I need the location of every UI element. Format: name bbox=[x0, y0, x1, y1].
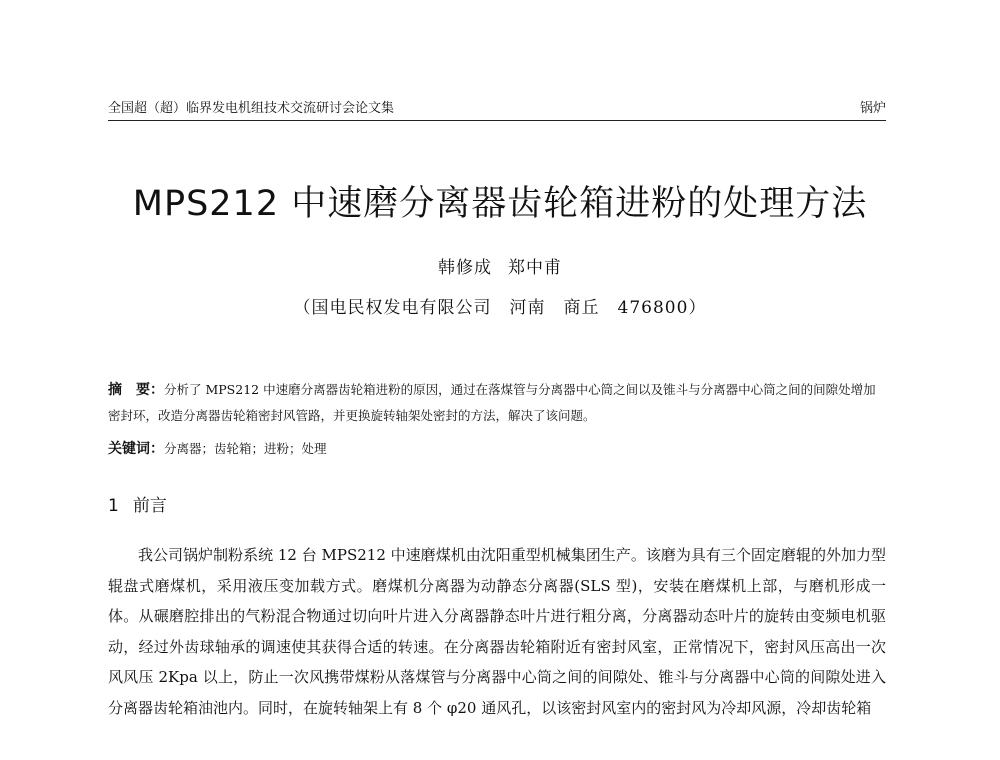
author-list bbox=[0, 256, 1000, 280]
header-section-label: 锅炉 bbox=[859, 101, 886, 116]
body-paragraph: 我公司锅炉制粉系统 12 台 MPS212 中速磨煤机由沈阳重型机械集团生产。该磨为具有三个固定磨辊的外加力型辊盘式磨煤机，采用液压变加载方式。磨煤机分离器为动静态分离器(SLS 型)，安装在磨煤机上部，与磨机形成一体。从碾磨腔排出的气粉混合物通过切向叶片进入分离器静态叶片进行粗分离，分离器动态叶片的旋转由变频电机驱动，经过外齿球轴承的调速使其获得合适的转速。在分离器齿轮箱附近有密封风室，正常情况下，密封风压高出一次风风压 2Kpa 以上，防止一次风携带煤粉从落煤管与分离器中心筒之间的间隙处、锥斗与分离器中心筒的间隙处进入分离器齿轮箱油池内。同时，在旋转轴架上有 8 个 φ20 通风孔，以该密封风室内的密封风为冷却风源，冷却齿轮箱 bbox=[108, 546, 886, 717]
paper-title: MPS212 中速磨分离器齿轮箱进粉的处理方法 bbox=[132, 184, 868, 224]
section-number: 1 bbox=[108, 496, 119, 516]
author-name: 郑中甫 bbox=[508, 258, 562, 278]
section-heading bbox=[108, 494, 167, 518]
abstract-label: 摘 要： bbox=[108, 382, 164, 398]
keywords-text: 分离器；齿轮箱；进粉；处理 bbox=[164, 441, 327, 456]
running-header bbox=[108, 98, 886, 121]
author-name: 韩修成 bbox=[438, 258, 492, 278]
keywords-label: 关键词： bbox=[108, 441, 164, 457]
abstract bbox=[108, 377, 886, 429]
keywords bbox=[108, 436, 886, 462]
section-title: 前言 bbox=[132, 496, 167, 516]
abstract-text: 分析了 MPS212 中速磨分离器齿轮箱进粉的原因，通过在落煤管与分离器中心筒之间以及锥斗与分离器中心筒之间的间隙处增加密封环，改造分离器齿轮箱密封风管路，并更换旋转轴架处密封的方法，解决了该问题。 bbox=[108, 382, 876, 423]
affiliation: （国电民权发电有限公司 河南 商丘 476800） bbox=[293, 298, 707, 318]
proceedings-title: 全国超（超）临界发电机组技术交流研讨会论文集 bbox=[108, 101, 395, 116]
